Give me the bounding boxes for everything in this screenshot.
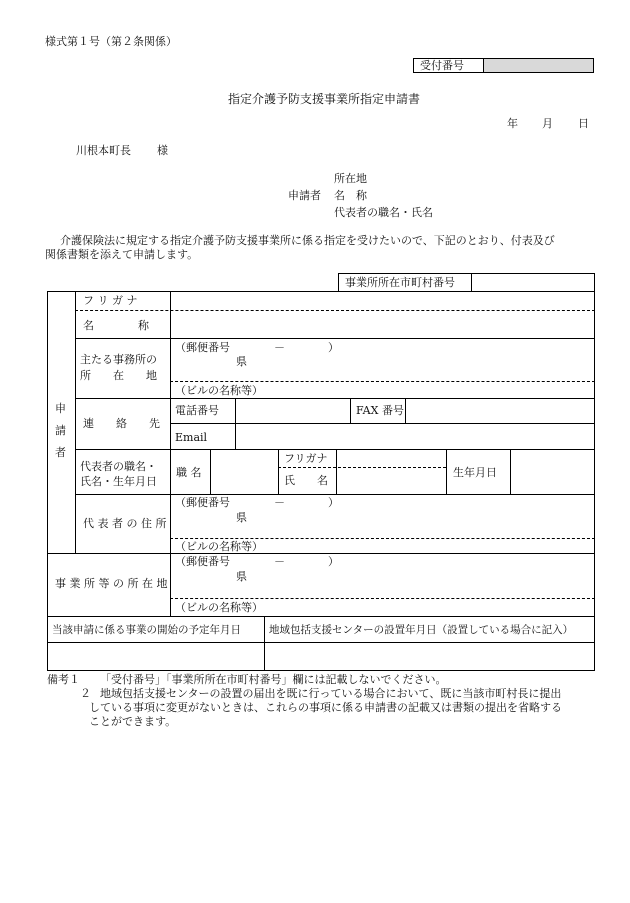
side-char-2: 請 (55, 424, 66, 437)
note1-text: 「受付番号」「事業所所在市町村番号」欄には記載しないでください。 (100, 673, 447, 686)
office-postal-label: （郵便番号 (175, 555, 230, 568)
rep-birthdate-label: 生年月日 (453, 466, 497, 479)
office-location-field[interactable] (171, 554, 594, 615)
start-date-header: 当該申請に係る事業の開始の予定年月日 (52, 624, 241, 636)
rep-address-pref-label: 県 (236, 511, 247, 524)
phone-label: 電話番号 (175, 404, 219, 417)
fax-label: FAX 番号 (356, 404, 404, 417)
rep-address-postal-close: ） (328, 496, 339, 509)
rep-address-field[interactable] (171, 495, 594, 552)
rep-info-label-line1: 代表者の職名・ (80, 460, 157, 473)
main-office-label-line2: 所 在 地 (80, 369, 157, 382)
receipt-number-label: 受付番号 (420, 59, 464, 72)
note2-label: ２ (80, 687, 91, 700)
contact-label: 連 絡 先 (83, 417, 160, 430)
rep-address-postal-dash: － (274, 496, 285, 509)
rep-address-postal-label: （郵便番号 (175, 496, 230, 509)
intro-text-line2: 関係書類を添えて申請します。 (45, 248, 199, 261)
office-pref-label: 県 (236, 570, 247, 583)
rep-name-label: 氏 名 (284, 474, 328, 487)
honorific: 様 (157, 144, 168, 157)
rep-title-label: 職 名 (176, 466, 202, 479)
office-postal-close: ） (328, 555, 339, 568)
note2-text-line1: 地域包括支援センターの設置の届出を既に行っている場合において、既に当該市町村長に提出 (100, 687, 562, 700)
applicant-representative-label: 代表者の職名・氏名 (334, 206, 433, 219)
form-title: 指定介護予防支援事業所指定申請書 (228, 92, 421, 106)
rep-birthdate-field[interactable] (511, 450, 594, 493)
applicant-name-label: 名 称 (334, 189, 367, 202)
rep-title-field[interactable] (211, 450, 277, 493)
applicant-side-label (55, 398, 67, 464)
main-office-postal-label: （郵便番号 (175, 341, 230, 354)
note2-text-line2: している事項に変更がないときは、これらの事項に係る申請書の記載又は書類の提出を省略する (89, 701, 562, 714)
form-number: 様式第１号（第２条関係） (45, 35, 177, 48)
name-label: 名 称 (83, 319, 149, 332)
applicant-location-label: 所在地 (334, 172, 367, 185)
rep-address-label: 代 表 者 の 住 所 (83, 517, 167, 530)
email-label: Email (175, 431, 208, 444)
name-field[interactable] (171, 311, 594, 337)
main-office-pref-label: 県 (236, 355, 247, 368)
rep-furigana-label: フリガナ (284, 452, 328, 465)
phone-field[interactable] (236, 399, 349, 422)
office-postal-dash: － (274, 555, 285, 568)
email-field[interactable] (236, 424, 594, 448)
rep-address-building-label: （ビルの名称等） (175, 540, 263, 553)
receipt-number-field (484, 59, 593, 72)
addressee: 川根本町長 (76, 144, 131, 157)
date-day-label: 日 (578, 117, 589, 130)
side-char-3: 者 (55, 446, 66, 459)
municipality-number-label: 事業所所在市町村番号 (345, 276, 455, 289)
rep-name-field[interactable] (337, 468, 445, 493)
center-date-header: 地域包括支援センターの設置年月日（設置している場合に記入） (269, 624, 574, 636)
start-date-field[interactable] (48, 643, 263, 670)
rep-info-label-line2: 氏名・生年月日 (80, 475, 157, 488)
office-location-label: 事 業 所 等 の 所 在 地 (55, 577, 168, 590)
rep-furigana-field[interactable] (337, 450, 445, 466)
main-office-building-label: （ビルの名称等） (175, 384, 263, 397)
furigana-label: フ リ ガ ナ (83, 294, 138, 307)
main-office-label-line1: 主たる事務所の (80, 353, 157, 366)
main-office-address-field[interactable] (171, 339, 594, 397)
main-office-postal-dash: － (274, 341, 285, 354)
fax-field[interactable] (406, 399, 594, 422)
date-year-label: 年 (507, 117, 518, 130)
municipality-number-field[interactable] (472, 274, 594, 291)
note2-text-line3: ことができます。 (89, 715, 177, 728)
intro-text-line1: 介護保険法に規定する指定介護予防支援事業所に係る指定を受けたいので、下記のとおり、付表及び (60, 234, 555, 247)
main-office-postal-close: ） (328, 341, 339, 354)
center-date-field[interactable] (265, 643, 594, 670)
office-building-label: （ビルの名称等） (175, 601, 263, 614)
date-month-label: 月 (542, 117, 553, 130)
applicant-label: 申請者 (288, 189, 321, 202)
furigana-field[interactable] (171, 292, 594, 310)
note1-label: 備考１ (47, 673, 80, 686)
side-char-1: 申 (55, 402, 66, 415)
